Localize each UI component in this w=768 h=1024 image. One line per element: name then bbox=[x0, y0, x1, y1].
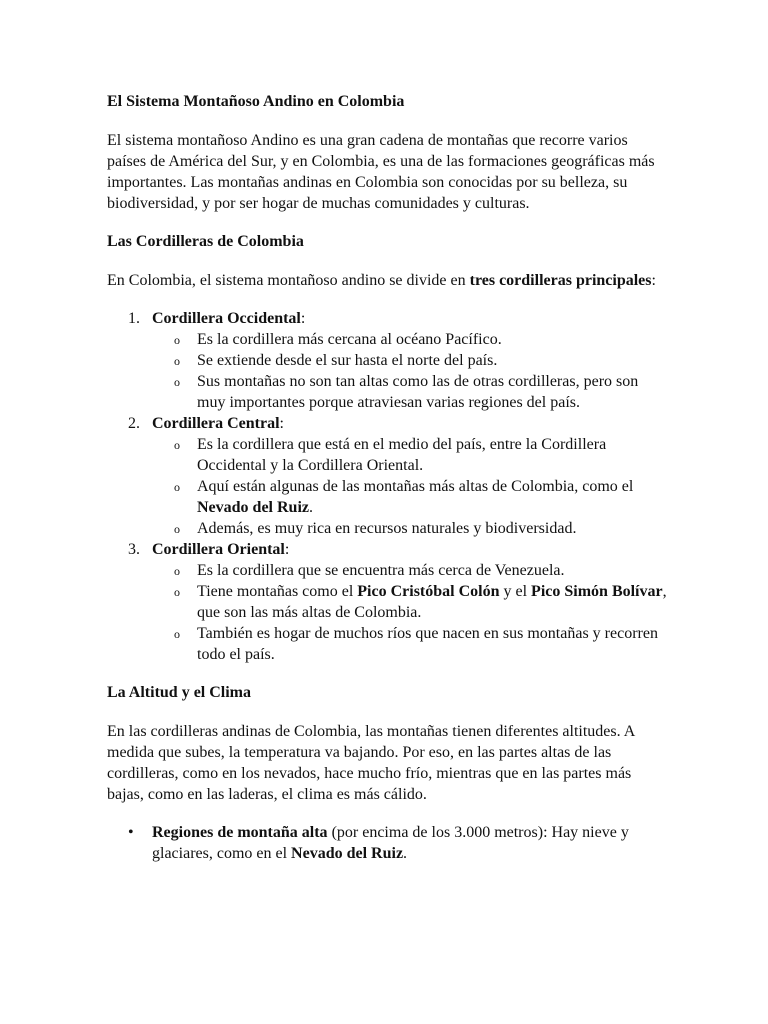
cordillera-points bbox=[152, 434, 667, 539]
cordilleras-list bbox=[107, 308, 667, 665]
section-heading-altitud: La Altitud y el Clima bbox=[107, 684, 252, 701]
cordillera-name: Cordillera Oriental bbox=[152, 541, 285, 558]
list-item: o Es la cordillera más cercana al océano Pacífico. bbox=[152, 329, 667, 350]
cordillera-points bbox=[152, 329, 667, 413]
cordillera-item-central: 2. Cordillera Central: o Es la cordillera que está en el medio del país, entre la Cordillera Occidental y la Cordillera Oriental. o Aquí están algunas de las montañas más altas de Colombia, como el Nevado del Ruiz. o Además, es muy rica en recursos naturales y biodiversidad. bbox=[107, 413, 667, 539]
list-item: o Es la cordillera que está en el medio del país, entre la Cordillera Occidental y la Cordillera Oriental. bbox=[174, 436, 607, 474]
circle-bullet-icon: o bbox=[174, 480, 180, 494]
list-item: o Aquí están algunas de las montañas más altas de Colombia, como el Nevado del Ruiz. bbox=[174, 478, 634, 516]
circle-bullet-icon: o bbox=[174, 375, 180, 389]
list-item: o Se extiende desde el sur hasta el norte del país. bbox=[152, 350, 667, 371]
regions-list bbox=[107, 822, 667, 864]
cordillera-name: Cordillera Central bbox=[152, 415, 280, 432]
list-item: o Además, es muy rica en recursos naturales y biodiversidad. bbox=[152, 518, 667, 539]
list-item: o Es la cordillera que se encuentra más cerca de Venezuela. bbox=[152, 560, 667, 581]
circle-bullet-icon: o bbox=[174, 585, 180, 599]
cordillera-points bbox=[152, 560, 667, 665]
circle-bullet-icon: o bbox=[174, 627, 180, 641]
circle-bullet-icon: o bbox=[174, 438, 180, 452]
document-title: El Sistema Montañoso Andino en Colombia bbox=[107, 93, 405, 110]
intro-paragraph: El sistema montañoso Andino es una gran cadena de montañas que recorre varios países de América del Sur, y en Colombia, es una de las formaciones geográficas más importantes. Las montañas andinas en Colombia son conocidas por su belleza, su biodiversidad, y por ser hogar de muchas comunidades y culturas. bbox=[107, 132, 655, 212]
list-item: o Sus montañas no son tan altas como las de otras cordilleras, pero son muy importantes porque atraviesan varias regiones del país. bbox=[174, 373, 639, 411]
document-body bbox=[107, 91, 667, 881]
list-item: o Tiene montañas como el Pico Cristóbal Colón y el Pico Simón Bolívar, que son las más altas de Colombia. bbox=[174, 583, 667, 621]
bullet-icon: • bbox=[128, 824, 134, 841]
altitud-paragraph: En las cordilleras andinas de Colombia, las montañas tienen diferentes altitudes. A medida que subes, la temperatura va bajando. Por eso, en las partes altas de las cordilleras, como en los nevados, hace mucho frío, mientras que en las partes más bajas, como en las laderas, el clima es más cálido. bbox=[107, 723, 635, 803]
cordilleras-intro-paragraph: En Colombia, el sistema montañoso andino se divide en tres cordilleras principales: bbox=[107, 272, 656, 289]
cordillera-name: Cordillera Occidental bbox=[152, 310, 301, 327]
list-number: 1. bbox=[128, 310, 140, 327]
circle-bullet-icon: o bbox=[174, 354, 180, 368]
cordillera-item-oriental: 3. Cordillera Oriental: o Es la cordillera que se encuentra más cerca de Venezuela. o Tiene montañas como el Pico Cristóbal Colón y el Pico Simón Bolívar, que son las más altas de Colombia. o También es hogar de muchos ríos que nacen en sus montañas y recorren todo el país. bbox=[128, 541, 667, 663]
list-item: o También es hogar de muchos ríos que nacen en sus montañas y recorren todo el país. bbox=[174, 625, 658, 663]
cordillera-item-occidental: 1. Cordillera Occidental: o Es la cordillera más cercana al océano Pacífico. o Se extiende desde el sur hasta el norte del país. o Sus montañas no son tan altas como las de otras cordilleras, pero son muy importantes porque atraviesan varias regiones del país. bbox=[107, 308, 667, 413]
circle-bullet-icon: o bbox=[174, 333, 180, 347]
circle-bullet-icon: o bbox=[174, 564, 180, 578]
list-number: 3. bbox=[128, 541, 140, 558]
list-number: 2. bbox=[128, 415, 140, 432]
section-heading-cordilleras: Las Cordilleras de Colombia bbox=[107, 233, 304, 250]
list-item: • Regiones de montaña alta (por encima de los 3.000 metros): Hay nieve y glaciares, como en el Nevado del Ruiz. bbox=[128, 824, 629, 862]
circle-bullet-icon: o bbox=[174, 522, 180, 536]
